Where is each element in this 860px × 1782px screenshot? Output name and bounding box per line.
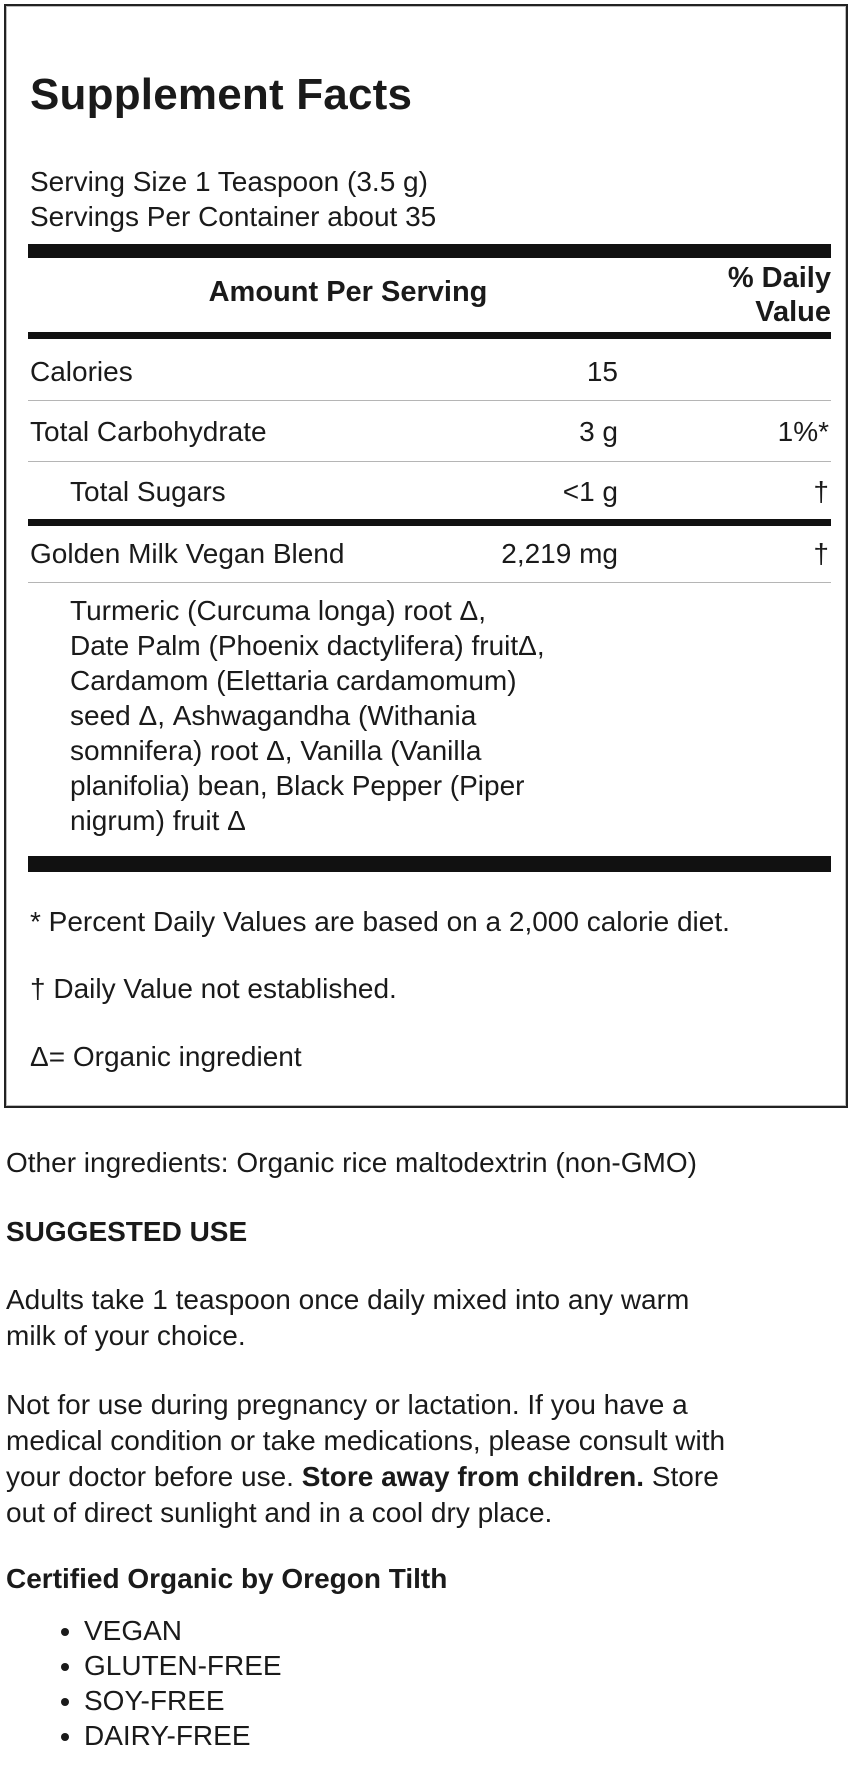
blend-line: seed Δ, Ashwagandha (Withania [70,700,477,731]
nutrient-row [28,462,831,522]
amount-per-serving-header: Amount Per Serving [208,276,488,308]
suggested-use-heading: SUGGESTED USE [6,1216,248,1247]
list-item: • GLUTEN-FREE [84,1648,282,1683]
nutrient-name: Total Sugars [70,476,226,507]
warning-text: Not for use during pregnancy or lactation. If you have a medical condition or take medications, please consult with your doctor before use. Store away from children. Store out of direct sunlight and in a cool dry place. [6,1389,726,1528]
list-item: • DAIRY-FREE [84,1718,282,1753]
nutrient-row [28,342,831,402]
footnote-dv-not-established: † Daily Value not established. [30,973,397,1004]
nutrient-amount: <1 g [562,476,618,507]
thick-divider [28,856,831,872]
row-divider [28,400,831,401]
nutrient-amount: 3 g [579,416,618,447]
panel-title: Supplement Facts [30,70,413,119]
blend-row [28,524,831,584]
daily-value-header: % Daily Value [727,262,831,328]
footnote-organic: Δ= Organic ingredient [30,1041,302,1072]
nutrient-name: Total Carbohydrate [30,416,267,447]
other-ingredients: Other ingredients: Organic rice maltodextrin (non-GMO) [6,1147,697,1178]
suggested-use-text: Adults take 1 teaspoon once daily mixed into any warm milk of your choice. [6,1284,690,1351]
thick-divider [28,244,831,258]
footnote-percent-dv: * Percent Daily Values are based on a 2,000 calorie diet. [30,906,730,937]
nutrient-amount: 15 [586,356,618,387]
blend-ingredients [70,593,650,838]
blend-line: Cardamom (Elettaria cardamomum) [70,665,517,696]
nutrient-dv: † [813,476,829,507]
diet-tags-list [6,1613,282,1753]
servings-per-container: Servings Per Container about 35 [30,201,437,232]
blend-dv: † [813,538,829,569]
medium-divider [28,332,831,339]
blend-line: planifolia) bean, Black Pepper (Piper [70,770,525,801]
blend-line: somnifera) root Δ, Vanilla (Vanilla [70,735,482,766]
blend-line: Date Palm (Phoenix dactylifera) fruitΔ, [70,630,545,661]
serving-size: Serving Size 1 Teaspoon (3.5 g) [30,166,428,197]
blend-line: nigrum) fruit Δ [70,805,246,836]
nutrient-dv: 1%* [777,416,829,447]
certified-organic-heading: Certified Organic by Oregon Tilth [6,1563,448,1594]
list-item: • VEGAN [84,1613,282,1648]
blend-name: Golden Milk Vegan Blend [30,538,345,569]
list-item: • SOY-FREE [84,1683,282,1718]
blend-amount: 2,219 mg [501,538,618,569]
nutrient-name: Calories [30,356,133,387]
supplement-facts-panel [4,4,848,1108]
blend-line: Turmeric (Curcuma longa) root Δ, [70,595,486,626]
nutrient-row [28,402,831,462]
store-away-warning: Store away from children. [301,1461,645,1492]
serving-info [30,164,829,234]
row-divider [28,582,831,583]
